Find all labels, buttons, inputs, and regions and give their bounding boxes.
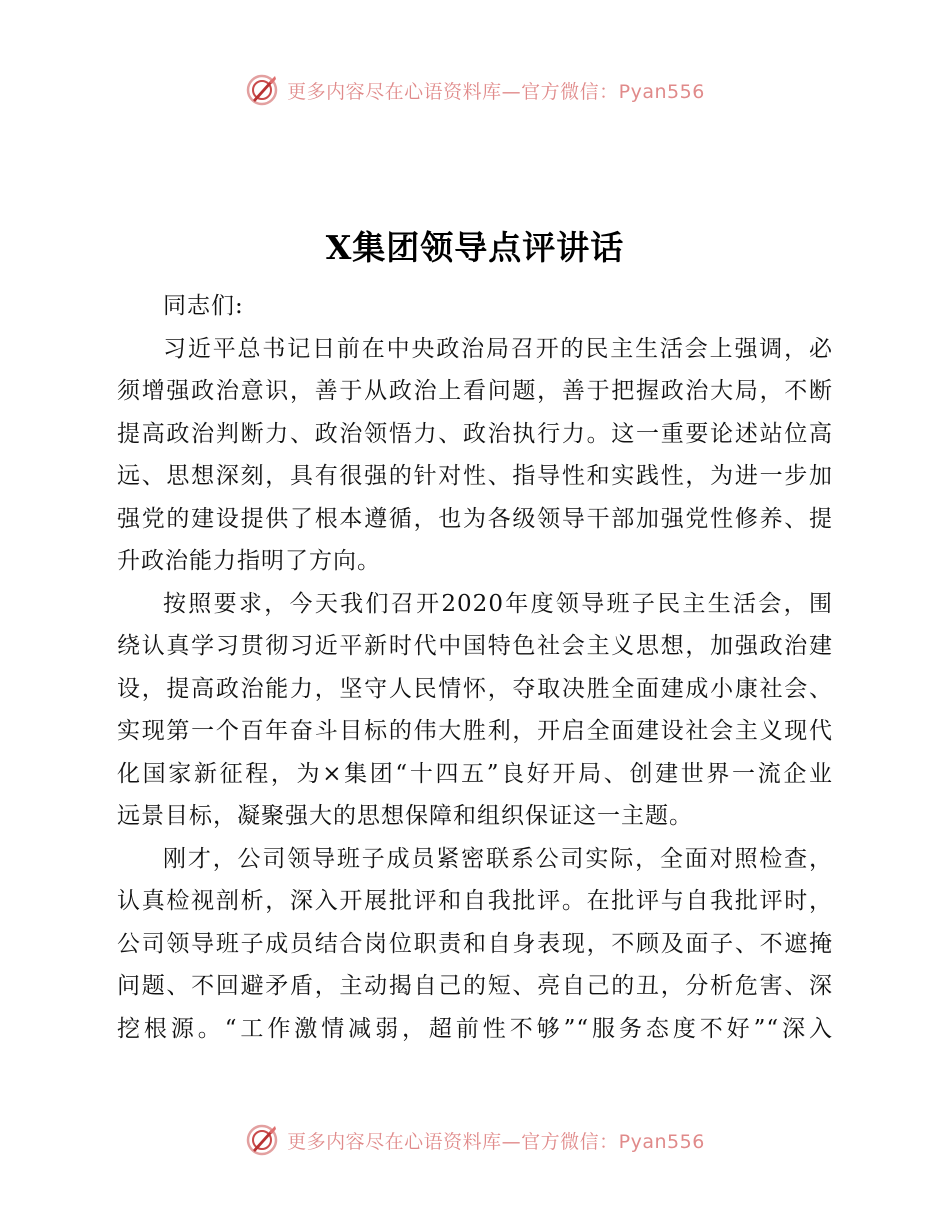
paragraph-line: 远、思想深刻，具有很强的针对性、指导性和实践性，为进一步加 (117, 463, 833, 489)
watermark-text: 更多内容尽在心语资料库—官方微信：Pyan556 (287, 80, 705, 103)
paragraph-line: 须增强政治意识，善于从政治上看问题，善于把握政治大局，不断 (117, 378, 833, 404)
document-title: X集团领导点评讲话 (325, 228, 625, 267)
paragraph-line: 化国家新征程，为×集团“十四五”良好开局、创建世界一流企业 (117, 760, 833, 787)
header-watermark-banner (0, 70, 950, 110)
paragraph-line: 刚才，公司领导班子成员紧密联系公司实际，全面对照检查， (163, 845, 833, 872)
paragraph-3 (117, 838, 833, 1051)
watermark-text: 更多内容尽在心语资料库—官方微信：Pyan556 (287, 1130, 705, 1153)
paragraph-1 (117, 328, 833, 583)
greeting: 同志们: (163, 293, 244, 319)
paragraph-line: 远景目标，凝聚强大的思想保障和组织保证这一主题。 (117, 803, 693, 829)
paragraph-line: 绕认真学习贯彻习近平新时代中国特色社会主义思想，加强政治建 (117, 633, 833, 659)
paragraph-line: 按照要求，今天我们召开2020年度领导班子民主生活会，围 (163, 590, 833, 617)
footer-watermark-banner (0, 1120, 950, 1160)
paragraph-line: 习近平总书记日前在中央政治局召开的民主生活会上强调，必 (163, 335, 833, 362)
paragraph-line: 提高政治判断力、政治领悟力、政治执行力。这一重要论述站位高 (117, 420, 833, 447)
pen-logo-icon (245, 73, 279, 107)
pen-logo-icon (245, 1123, 279, 1157)
paragraph-line: 问题、不回避矛盾，主动揭自己的短、亮自己的丑，分析危害、深 (117, 973, 833, 999)
paragraph-line: 实现第一个百年奋斗目标的伟大胜利，开启全面建设社会主义现代 (117, 718, 833, 744)
paragraph-line: 公司领导班子成员结合岗位职责和自身表现，不顾及面子、不遮掩 (117, 930, 833, 957)
document-body (117, 285, 833, 1050)
paragraph-line: 挖根源。“工作激情减弱，超前性不够”“服务态度不好”“深入 (117, 1015, 833, 1042)
paragraph-2 (117, 583, 833, 838)
paragraph-line: 强党的建设提供了根本遵循，也为各级领导干部加强党性修养、提 (117, 505, 833, 532)
paragraph-line: 认真检视剖析，深入开展批评和自我批评。在批评与自我批评时， (117, 888, 833, 914)
paragraph-line: 设，提高政治能力，坚守人民情怀，夺取决胜全面建成小康社会、 (117, 675, 833, 702)
paragraph-line: 升政治能力指明了方向。 (117, 548, 381, 574)
